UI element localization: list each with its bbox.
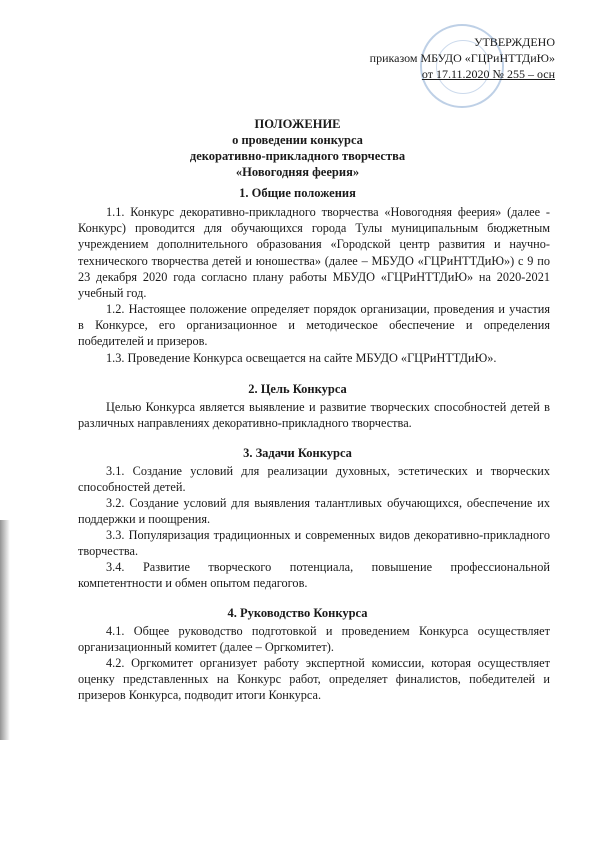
- section-3-paragraph-4: [78, 559, 550, 591]
- title-line-3: декоративно-прикладного творчества: [189, 149, 406, 163]
- title-line-4: «Новогодняя феерия»: [235, 165, 360, 179]
- section-2-paragraph-1-text: Целью Конкурса является выявление и развитие творческих способностей детей в различных направлениях декоративно-прикладного творчества.: [78, 400, 550, 431]
- section-4-paragraph-1: [78, 623, 550, 655]
- scan-edge-shadow: [0, 520, 10, 740]
- section-1-paragraph-1-text: 1.1. Конкурс декоративно-прикладного творчества «Новогодняя феерия» (далее - Конкурс) проводится для обучающихся города Тулы муниципальным бюджетным учреждением дополнительного образования «Городской центр развития и научно-технического творчества детей и юношества» (далее – МБУДО «ГЦРиНТТДиЮ») с 9 по 23 декабря 2020 года согласно плану работы МБУДО «ГЦРиНТТДиЮ» на 2020-2021 учебный год.: [78, 205, 550, 301]
- title-line-2: о проведении конкурса: [232, 133, 363, 147]
- section-1-heading: 1. Общие положения: [239, 186, 356, 200]
- section-4-paragraph-2-text: 4.2. Оргкомитет организует работу экспертной комиссии, которая осуществляет оценку представленных на Конкурс работ, определяет финалистов, победителей и призеров Конкурса, подводит итоги Конкурса.: [78, 656, 550, 703]
- section-4-paragraph-1-text: 4.1. Общее руководство подготовкой и проведением Конкурса осуществляет организационный комитет (далее – Оргкомитет).: [78, 624, 550, 655]
- section-3-paragraph-3: [78, 527, 550, 559]
- section-2-paragraph-1: [78, 399, 550, 431]
- section-1-paragraph-2: [78, 301, 550, 350]
- section-3-paragraph-1: [78, 463, 550, 495]
- section-4-heading: 4. Руководство Конкурса: [227, 606, 368, 620]
- section-3-paragraph-2-text: 3.2. Создание условий для выявления талантливых обучающихся, обеспечение их поддержки и поощрения.: [78, 496, 550, 527]
- section-2-heading: 2. Цель Конкурса: [248, 382, 347, 396]
- section-3-paragraph-1-text: 3.1. Создание условий для реализации духовных, эстетических и творческих способностей детей.: [78, 464, 550, 495]
- section-3-paragraph-2: [78, 495, 550, 527]
- approval-block: [370, 34, 555, 82]
- title-line-1: ПОЛОЖЕНИЕ: [254, 117, 341, 131]
- document-title: [0, 116, 595, 180]
- approval-line-2: приказом МБУДО «ГЦРиНТТДиЮ»: [369, 51, 555, 65]
- section-4-paragraph-2: [78, 655, 550, 704]
- approval-line-1: УТВЕРЖДЕНО: [473, 35, 555, 49]
- section-3-paragraph-3-text: 3.3. Популяризация традиционных и современных видов декоративно-прикладного творчества.: [78, 528, 550, 559]
- section-1-paragraph-3-text: 1.3. Проведение Конкурса освещается на сайте МБУДО «ГЦРиНТТДиЮ».: [106, 351, 497, 365]
- section-1-paragraph-3: [78, 350, 550, 366]
- section-3-paragraph-4-text: 3.4. Развитие творческого потенциала, повышение профессиональной компетентности и обмен опытом педагогов.: [78, 560, 550, 591]
- section-1-paragraph-1: [78, 204, 550, 301]
- approval-line-3: от 17.11.2020 № 255 – осн: [421, 67, 555, 81]
- section-3-heading: 3. Задачи Конкурса: [243, 446, 352, 460]
- section-1-paragraph-2-text: 1.2. Настоящее положение определяет порядок организации, проведения и участия в Конкурсе, его организационное и методическое обеспечение и определения победителей и призеров.: [78, 302, 550, 349]
